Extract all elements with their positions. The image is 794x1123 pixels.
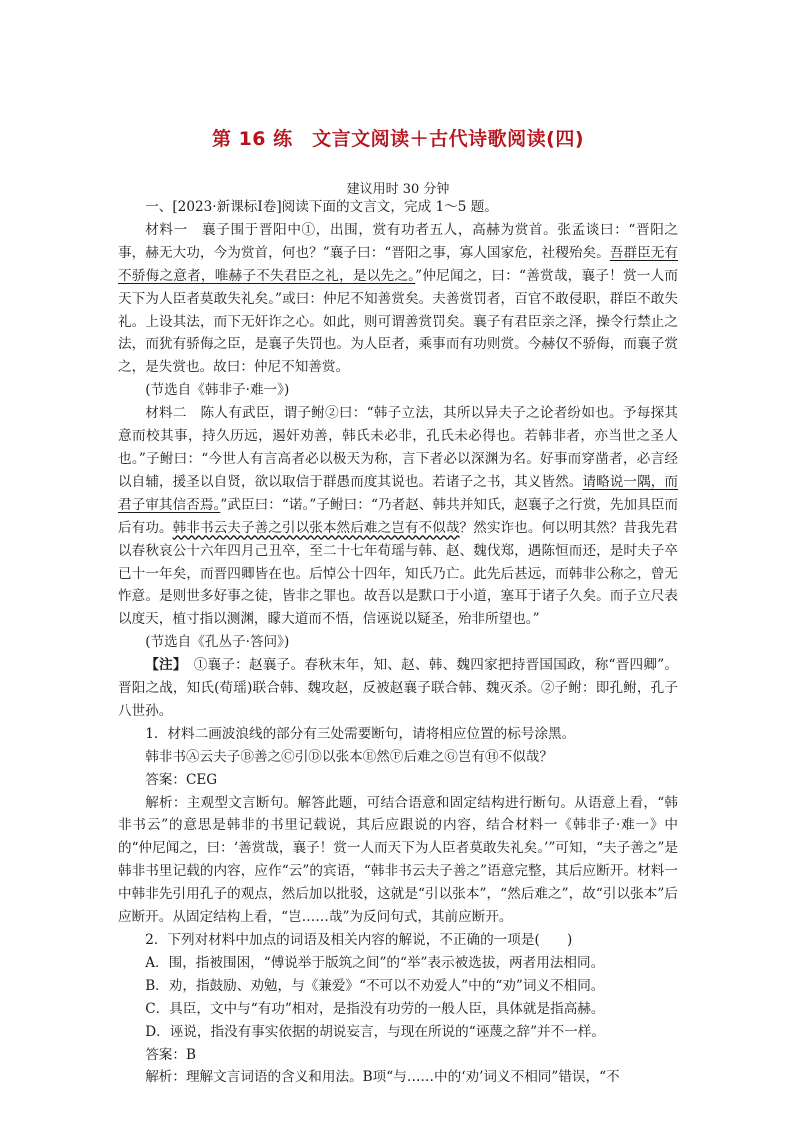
underlined-sentence: 吾群臣无有不骄侮之意者，唯赫子不失君臣之礼，是以先之。 — [118, 244, 678, 284]
intro: 一、[2023·新课标Ⅰ卷]阅读下面的文言文，完成 1～5 题。 — [145, 199, 498, 215]
wavy-underlined-sentence: 韩非书云夫子善之引以张本然后难之岂有不似哉 — [172, 519, 460, 536]
material-1-source: (节选自《韩非子·难一》) — [145, 382, 290, 399]
question-1-sentence: 韩非书Ⓐ云夫子Ⓑ善之Ⓒ引Ⓓ以张本Ⓔ然Ⓕ后难之Ⓖ岂有Ⓗ不似哉？ — [145, 748, 553, 765]
question-2-stem: 2．下列对材料中加点的词语及相关内容的解说，不正确的一项是( ) — [145, 932, 573, 948]
question-2-option-a: A．围，指被围困，“傅说举于版筑之间”的“举”表示被选拔，两者用法相同。 — [145, 954, 605, 971]
question-1-stem: 1．材料二画波浪线的部分有三处需要断句，请将相应位置的标号涂黑。 — [145, 725, 576, 742]
question-1-answer: 答案：CEG — [145, 771, 218, 788]
material-2-label: 材料二 — [145, 405, 201, 422]
question-2-analysis: 解析：理解文言词语的含义和用法。B项“与……中的‘劝’词义不相同”错误，“不 — [145, 1069, 620, 1086]
time-hint: 建议用时 30 分钟 — [346, 182, 450, 197]
question-1-analysis: 解析：主观型文言断句。解答此题，可结合语意和固定结构进行断句。从语意上看，“韩非书云”的意思是韩非的书里记载说，其后应跟说的内容，结合材料一《韩非子·难一》中的“仲尼闻之，曰：‘善赏哉，襄子！赏一人而天下为人臣者莫敢失礼矣。’”可知，“夫子善之”是韩非书里记载的内容，应作“云”的宾语，“韩非书云夫子善之”语意完整，其后应断开。材料一中韩非先引用孔子的观点，然后加以批驳，这就是“引以张本”，“然后难之”，故“引以张本”后应断开。从固定结构上看，“岂……哉”为反问句式，其前应断开。 — [118, 794, 678, 926]
page-title: 第 16 练 文言文阅读＋古代诗歌阅读(四) — [211, 128, 585, 150]
question-2-option-c: C．具臣，文中与“有功”相对，是指没有功劳的一般人臣，具体就是指高赫。 — [145, 1000, 605, 1017]
material-1-label: 材料一 — [145, 221, 203, 238]
annotation-tag: 【注】 — [145, 657, 180, 674]
underlined-sentence: 请略说一隅，而君子审其信否焉。 — [118, 473, 679, 513]
question-2-option-d: D．诬说，指没有事实依据的胡说妄言，与现在所说的“诬蔑之辞”并不一样。 — [145, 1023, 605, 1040]
material-2: 材料二 陈人有武臣，谓子鲋②曰：“韩子立法，其所以异夫子之论者纷如也。予每探其意而校其事，持久历远，遏奸劝善，韩氏未必非，孔氏未必得也。若韩非者，亦当世之圣人也。”子鲋曰：“今世人有言高者必以极天为称，言下者必以深渊为名。好事而穿凿者，必言经以自辅，援圣以自贤，欲以取信于群愚而度其说也。若诸子之书，其义皆然。请略说一隅，而君子审其信否焉。”武臣曰：“诺。”子鲋曰：“乃者赵、韩共并知氏，赵襄子之行赏，先加具臣而后有功。韩非书云夫子善之引以张本然后难之岂有不似哉？然实诈也。何以明其然？昔我先君以春秋哀公十六年四月己丑卒，至二十七年荀瑶与韩、赵、魏伐郑，遇陈恒而还，是时夫子卒已十一年矣，而晋四卿皆在也。后悼公十四年，知氏乃亡。此先后甚远，而韩非公称之，曾无怍意。是则世多好事之徒，皆非之罪也。故吾以是默口于小道，塞耳于诸子久矣。而子立尺表以度天，植寸指以测渊，矇大道而不悟，信诬说以疑圣，殆非所望也。” — [118, 405, 679, 628]
question-2-answer: 答案：B — [145, 1046, 196, 1063]
material-2-source: (节选自《孔丛子·答问》) — [145, 634, 290, 651]
annotation: 【注】 ①襄子：赵襄子。春秋末年，知、赵、韩、魏四家把持晋国国政，称“晋四卿”。晋阳之战，知氏(荀瑶)联合韩、魏攻赵，反被赵襄子联合韩、魏灭杀。②子鲋：即孔鲋，孔子八世孙。 — [118, 657, 678, 719]
material-1: 材料一 襄子围于晋阳中①，出围，赏有功者五人，高赫为赏首。张孟谈曰：“晋阳之事，赫无大功，今为赏首，何也？”襄子曰：“晋阳之事，寡人国家危，社稷殆矣。吾群臣无有不骄侮之意者，唯赫子不失君臣之礼，是以先之。”仲尼闻之，曰：“善赏哉，襄子！赏一人而天下为人臣者莫敢失礼矣。”或曰：仲尼不知善赏矣。夫善赏罚者，百官不敢侵职，群臣不敢失礼。上设其法，而下无奸诈之心。如此，则可谓善赏罚矣。襄子有君臣亲之泽，操令行禁止之法，而犹有骄侮之臣，是襄子失罚也。为人臣者，乘事而有功则赏。今赫仅不骄侮，而襄子赏之，是失赏也。故曰：仲尼不知善赏。 — [118, 221, 679, 376]
question-2-option-b: B．劝，指鼓励、劝勉，与《兼爱》“不可以不劝爱人”中的“劝”词义不相同。 — [145, 977, 605, 994]
document-body — [118, 196, 678, 1089]
